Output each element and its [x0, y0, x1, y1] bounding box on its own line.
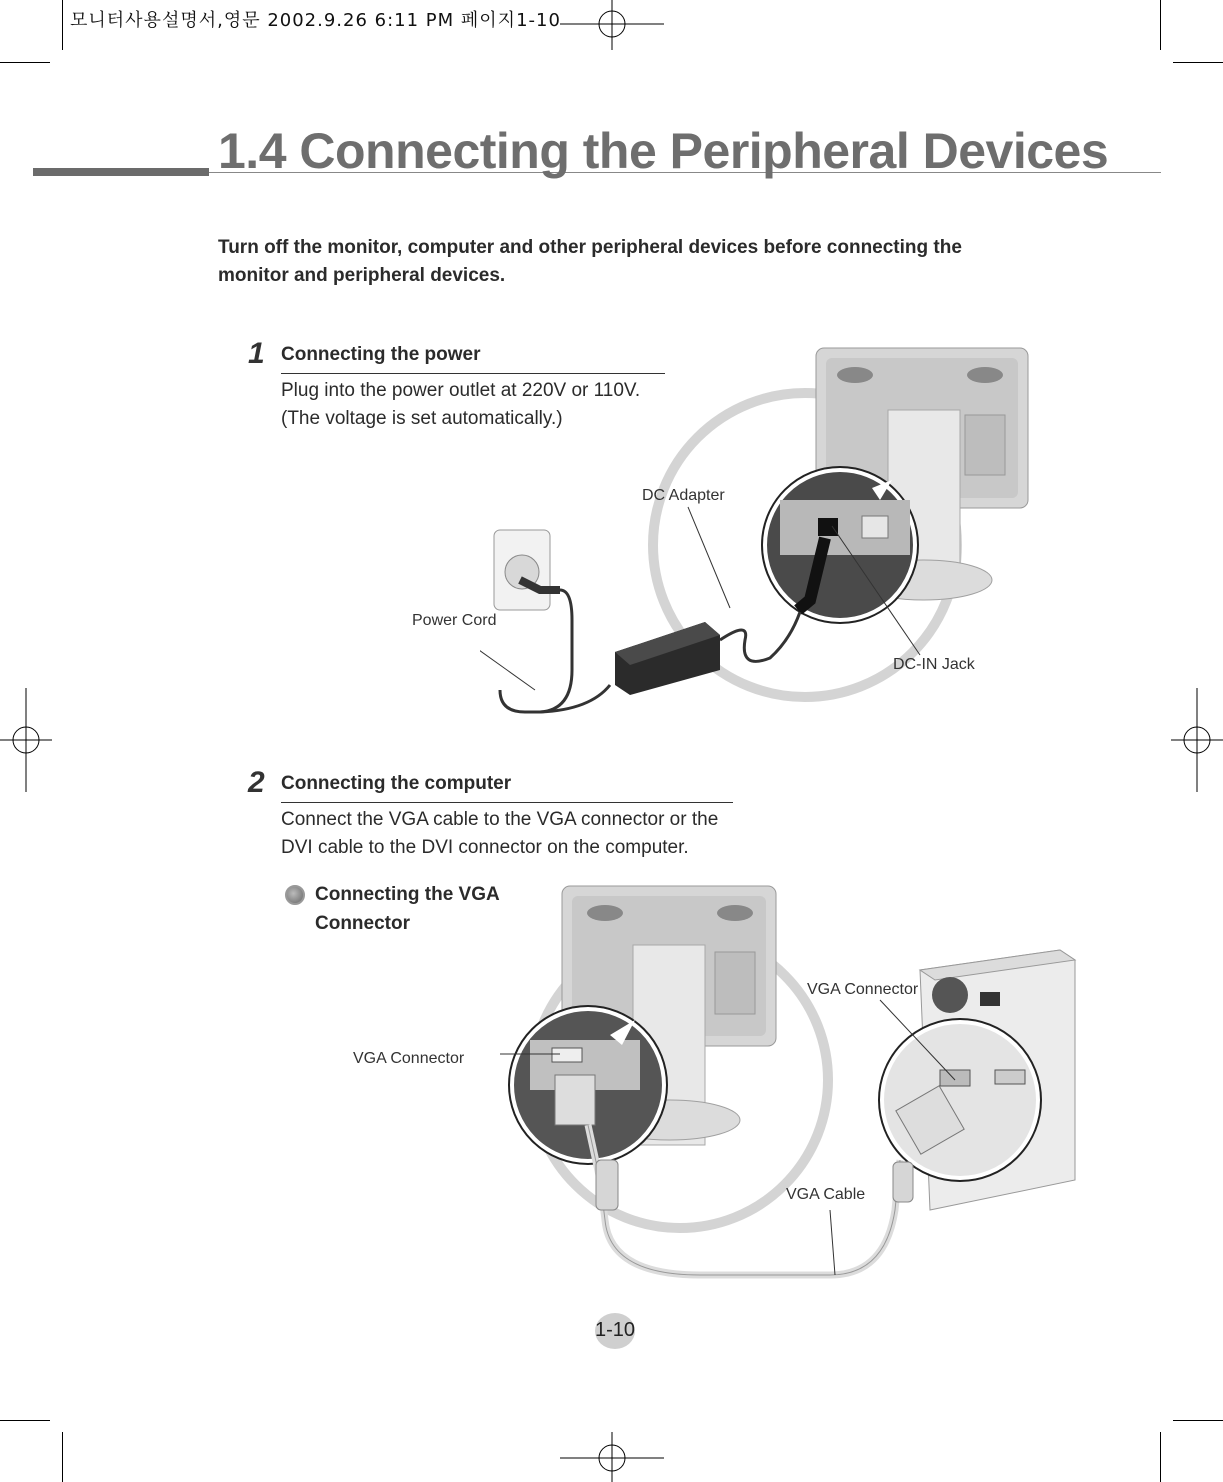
- registration-mark-bottom: [560, 1432, 664, 1482]
- title-accent-bar: [33, 168, 209, 176]
- page-number: 1-10: [594, 1319, 636, 1341]
- print-header: 모니터사용설명서,영문 2002.9.26 6:11 PM 페이지1-10: [70, 10, 561, 31]
- label-vga-connector-monitor: VGA Connector: [353, 1050, 465, 1067]
- step-2-number: 2: [248, 766, 265, 799]
- registration-mark-left: [0, 688, 52, 792]
- step-1-body-line1: Plug into the power outlet at 220V or 110V.: [281, 380, 641, 401]
- step-1-body-line2: (The voltage is set automatically.): [281, 408, 563, 429]
- label-vga-cable: VGA Cable: [786, 1186, 866, 1203]
- label-power-cord: Power Cord: [412, 612, 497, 629]
- vga-subsection-title-line2: Connector: [315, 913, 410, 934]
- vga-subsection-title-line1: Connecting the VGA: [315, 884, 500, 905]
- step-1-title: Connecting the power: [281, 344, 481, 365]
- step-2-body-line1: Connect the VGA cable to the VGA connector or the: [281, 809, 719, 830]
- step-2-rule: [281, 802, 733, 803]
- vga-connection-illustration: [500, 880, 1085, 1290]
- registration-mark-right: [1171, 688, 1223, 792]
- label-dc-adapter: DC Adapter: [642, 487, 725, 504]
- intro-warning: Turn off the monitor, computer and other peripheral devices before connecting the monitor and peripheral devices.: [218, 237, 962, 286]
- label-dc-in-jack: DC-IN Jack: [893, 656, 975, 673]
- step-1-number: 1: [248, 337, 265, 370]
- step-2-title: Connecting the computer: [281, 773, 512, 794]
- bullet-icon: [285, 885, 305, 905]
- registration-mark-top: [560, 0, 664, 50]
- page-title: 1.4 Connecting the Peripheral Devices: [218, 123, 1109, 179]
- label-vga-connector-pc: VGA Connector: [807, 981, 919, 998]
- step-2-body-line2: DVI cable to the DVI connector on the computer.: [281, 837, 689, 858]
